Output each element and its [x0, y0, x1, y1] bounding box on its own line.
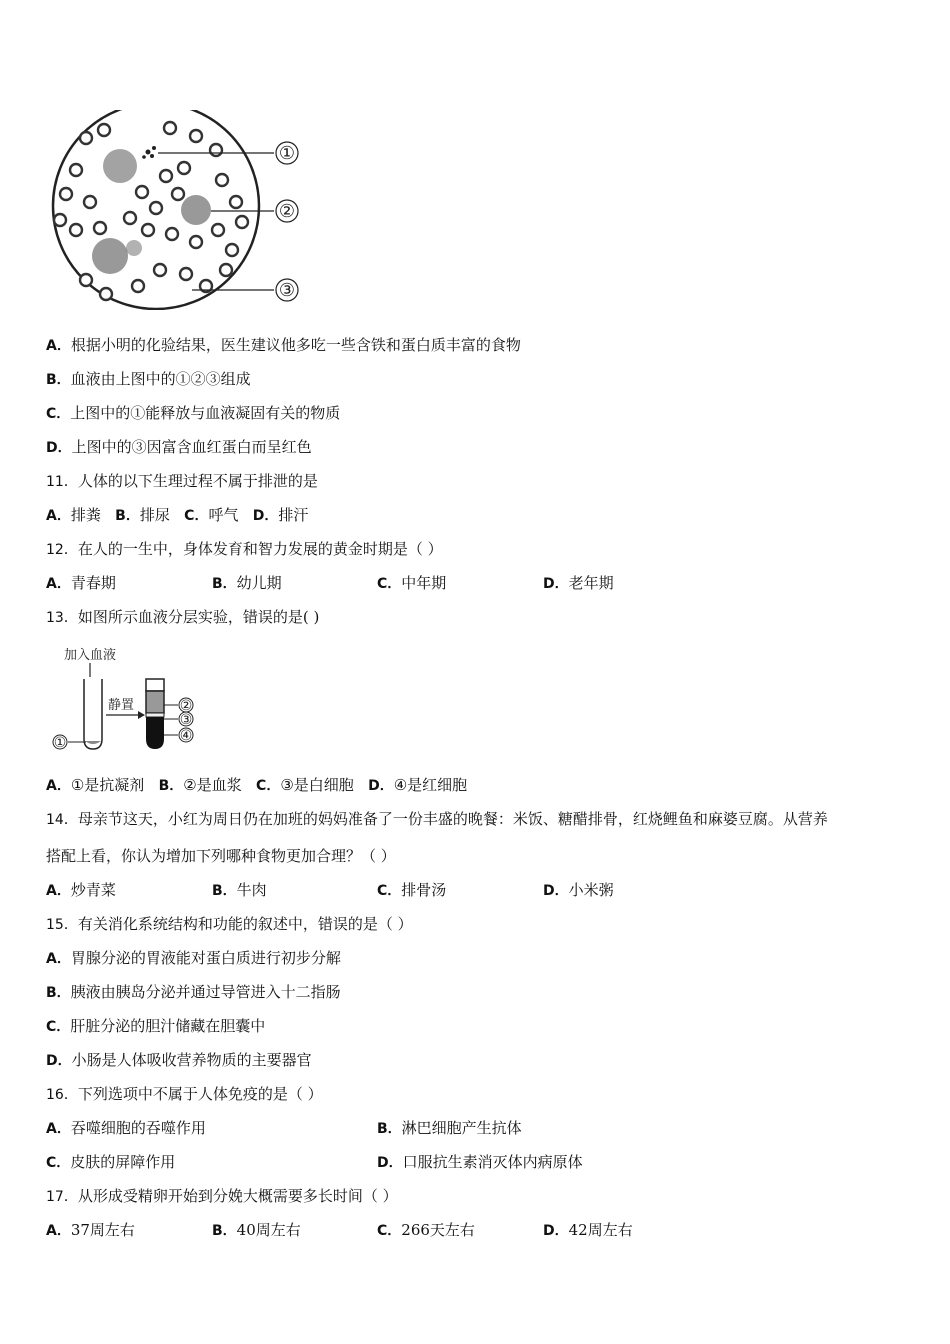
- marker-3: ③: [179, 712, 193, 728]
- q16-option-a: A．吞噬细胞的吞噬作用: [46, 1119, 206, 1137]
- red-blood-cell: [216, 174, 228, 186]
- red-blood-cell: [54, 214, 66, 226]
- red-blood-cell: [230, 196, 242, 208]
- q15-option-b: B．胰液由胰岛分泌并通过导管进入十二指肠: [46, 983, 341, 1001]
- callout-2-label: ②: [278, 201, 296, 222]
- q10-option-a: A．根据小明的化验结果，医生建议他多吃一些含铁和蛋白质丰富的食物: [46, 336, 521, 354]
- red-blood-cell: [80, 132, 92, 144]
- red-blood-cell: [190, 130, 202, 142]
- red-blood-cell: [142, 224, 154, 236]
- marker-1: ①: [53, 735, 67, 751]
- q15-stem: 15．有关消化系统结构和功能的叙述中，错误的是（ ）: [46, 915, 413, 933]
- q12-option-c: C．中年期: [377, 574, 447, 592]
- blood-smear-figure: [46, 110, 308, 310]
- red-blood-cell: [100, 288, 112, 300]
- q14-option-a: A．炒青菜: [46, 881, 116, 899]
- red-blood-cell: [212, 224, 224, 236]
- q10-option-b: B．血液由上图中的①②③组成: [46, 370, 251, 388]
- rbc-layer: [146, 717, 164, 749]
- q17-option-a: A．37周左右: [46, 1221, 135, 1239]
- red-blood-cell: [220, 264, 232, 276]
- q16-option-c: C．皮肤的屏障作用: [46, 1153, 176, 1171]
- red-blood-cell: [70, 224, 82, 236]
- red-blood-cell: [190, 236, 202, 248]
- q12-option-a: A．青春期: [46, 574, 116, 592]
- white-blood-cell: [126, 240, 142, 256]
- q16-option-d: D．口服抗生素消灭体内病原体: [377, 1153, 583, 1171]
- red-blood-cell: [164, 122, 176, 134]
- red-blood-cell: [180, 268, 192, 280]
- q15-option-c: C．肝脏分泌的胆汁储藏在胆囊中: [46, 1017, 266, 1035]
- q14-option-b: B．牛肉: [212, 881, 267, 899]
- white-blood-cell: [92, 238, 128, 274]
- red-blood-cell: [70, 164, 82, 176]
- q15-option-a: A．胃腺分泌的胃液能对蛋白质进行初步分解: [46, 949, 341, 967]
- red-blood-cell: [136, 186, 148, 198]
- plasma-layer: [146, 691, 164, 713]
- red-blood-cell: [166, 228, 178, 240]
- red-blood-cell: [124, 212, 136, 224]
- marker-4: ④: [179, 728, 193, 744]
- red-blood-cell: [150, 202, 162, 214]
- q10-option-c: C．上图中的①能释放与血液凝固有关的物质: [46, 404, 341, 422]
- red-blood-cell: [210, 144, 222, 156]
- red-blood-cell: [236, 216, 248, 228]
- red-blood-cell: [94, 222, 106, 234]
- red-blood-cell: [172, 188, 184, 200]
- settle-label: 静置: [108, 698, 135, 713]
- q11-options: A．排粪 B．排尿 C．呼气 D．排汗: [46, 506, 309, 524]
- red-blood-cell: [132, 280, 144, 292]
- q17-option-b: B．40周左右: [212, 1221, 301, 1239]
- q11-stem: 11．人体的以下生理过程不属于排泄的是: [46, 472, 318, 490]
- q12-stem: 12．在人的一生中，身体发育和智力发展的黄金时期是（ ）: [46, 540, 443, 558]
- red-blood-cell: [160, 170, 172, 182]
- add-blood-label: 加入血液: [64, 648, 117, 663]
- q16-option-b: B．淋巴细胞产生抗体: [377, 1119, 522, 1137]
- q12-option-b: B．幼儿期: [212, 574, 282, 592]
- marker-2: ②: [179, 698, 193, 714]
- red-blood-cell: [80, 274, 92, 286]
- q16-stem: 16．下列选项中不属于人体免疫的是（ ）: [46, 1085, 323, 1103]
- buffy-layer: [146, 713, 164, 717]
- red-blood-cell: [154, 264, 166, 276]
- callout-3-label: ③: [278, 280, 296, 301]
- q10-option-d: D．上图中的③因富含血红蛋白而呈红色: [46, 438, 312, 456]
- red-blood-cell: [178, 162, 190, 174]
- white-blood-cell: [181, 195, 211, 225]
- callout-1-label: ①: [278, 143, 296, 164]
- q13-options: A．①是抗凝剂 B．②是血浆 C．③是白细胞 D．④是红细胞: [46, 776, 468, 794]
- red-blood-cell: [98, 124, 110, 136]
- q14-stem-line2: 搭配上看，你认为增加下列哪种食物更加合理？（ ）: [46, 847, 396, 865]
- red-blood-cell: [60, 188, 72, 200]
- blood-layering-figure: [50, 643, 210, 755]
- white-blood-cell: [103, 149, 137, 183]
- q17-option-c: C．266天左右: [377, 1221, 475, 1239]
- q14-option-d: D．小米粥: [543, 881, 614, 899]
- red-blood-cell: [84, 196, 96, 208]
- q13-stem: 13．如图所示血液分层实验，错误的是( ): [46, 608, 320, 626]
- q12-option-d: D．老年期: [543, 574, 614, 592]
- red-blood-cell: [226, 244, 238, 256]
- q14-option-c: C．排骨汤: [377, 881, 447, 899]
- q14-stem-line1: 14．母亲节这天，小红为周日仍在加班的妈妈准备了一份丰盛的晚餐：米饭、糖醋排骨，红烧鲤鱼和麻婆豆腐。从营养: [46, 810, 828, 828]
- q17-option-d: D．42周左右: [543, 1221, 633, 1239]
- q17-stem: 17．从形成受精卵开始到分娩大概需要多长时间（ ）: [46, 1187, 398, 1205]
- q15-option-d: D．小肠是人体吸收营养物质的主要器官: [46, 1051, 312, 1069]
